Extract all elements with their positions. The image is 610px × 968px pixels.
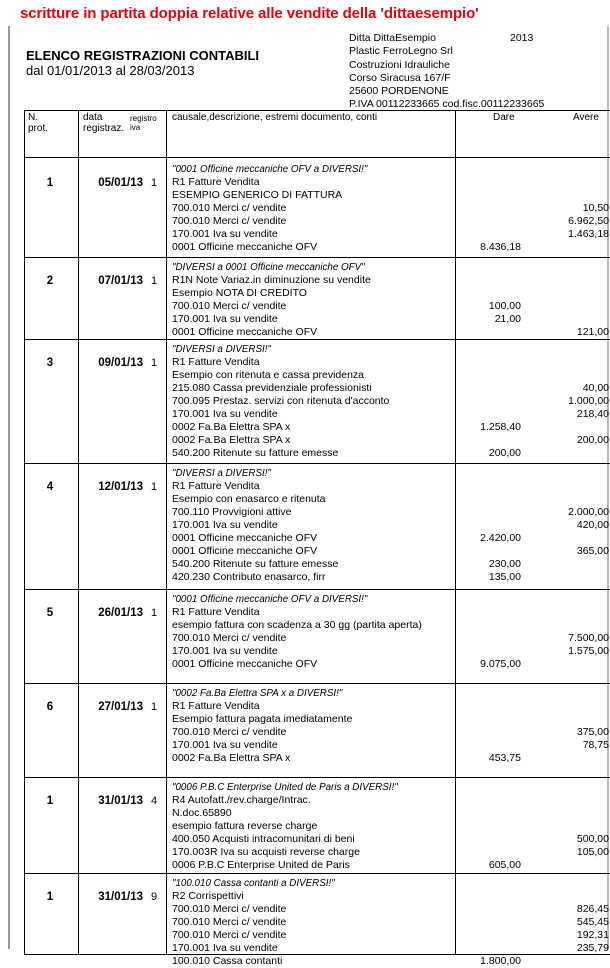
entry-number: 1 — [46, 795, 54, 807]
entry-line: 0002 Fa.Ba Elettra SPA x — [172, 434, 291, 446]
entry-line: 540.200 Ritenute su fatture emesse — [172, 558, 339, 570]
avere-amount: 826,45 — [576, 903, 609, 915]
avere-amount: 375,00 — [576, 726, 609, 738]
entry-line: 700.010 Merci c/ vendite — [172, 215, 287, 227]
entry-line: 0006 P.B.C Enterprise United de Paris — [172, 859, 350, 871]
entry-number: 1 — [46, 177, 54, 189]
header-nprot-line2: prot. — [28, 123, 49, 134]
header-nprot — [28, 112, 48, 134]
entry-number: 3 — [46, 357, 54, 369]
entry-line: ESEMPIO GENERICO DI FATTURA — [172, 189, 343, 201]
entry-line: 0002 Fa.Ba Elettra SPA x — [172, 752, 291, 764]
header-registro — [130, 114, 157, 132]
entry-line: esempio fattura con scadenza a 30 gg (partita aperta) — [172, 619, 422, 631]
entry-register: 1 — [150, 701, 158, 713]
avere-amount: 10,50 — [582, 202, 609, 214]
column-divider — [166, 111, 167, 954]
entry-divider — [25, 683, 610, 684]
entry-line: 170.001 Iva su vendite — [172, 645, 278, 657]
dare-amount: 9.075,00 — [480, 658, 521, 670]
entry-date: 05/01/13 — [98, 177, 143, 189]
entry-line: R1N Note Variaz.in diminuzione su vendite — [172, 274, 371, 286]
entry-line: 700.095 Prestaz. servizi con ritenuta d'acconto — [172, 395, 390, 407]
entry-heading: "DIVERSI a 0001 Officine meccaniche OFV" — [172, 262, 365, 273]
entry-line: 700.010 Merci c/ vendite — [172, 726, 287, 738]
avere-amount: 200,00 — [576, 434, 609, 446]
entry-number: 6 — [46, 701, 54, 713]
dare-amount: 453,75 — [488, 752, 521, 764]
entry-line: 420.230 Contributo enasarco, firr — [172, 571, 326, 583]
header-registro-line2: iva — [130, 123, 141, 132]
entry-divider — [25, 257, 610, 258]
dare-amount: 100,00 — [488, 300, 521, 312]
header-data-line1: data — [83, 112, 103, 123]
entry-line: R1 Fatture Vendita — [172, 700, 260, 712]
entry-line: R1 Fatture Vendita — [172, 356, 260, 368]
dare-amount: 230,00 — [488, 558, 521, 570]
entry-line: 700.010 Merci c/ vendite — [172, 202, 287, 214]
header-dare: Dare — [493, 112, 515, 123]
company-ditta: Ditta DittaEsempio — [349, 32, 436, 44]
dare-amount: 8.436,18 — [480, 241, 521, 253]
entry-line: 700.010 Merci c/ vendite — [172, 916, 287, 928]
entry-line: 170.001 Iva su vendite — [172, 408, 278, 420]
avere-amount: 420,00 — [576, 519, 609, 531]
entry-date: 07/01/13 — [98, 275, 143, 287]
avere-amount: 218,40 — [576, 408, 609, 420]
header-data — [83, 112, 124, 134]
entry-divider — [25, 463, 610, 464]
avere-amount: 2.000,00 — [568, 506, 609, 518]
avere-amount: 1.463,18 — [568, 228, 609, 240]
entry-line: 170.001 Iva su vendite — [172, 739, 278, 751]
entry-line: Esempio con ritenuta e cassa previdenza — [172, 369, 365, 381]
entry-line: N.doc.65890 — [172, 807, 232, 819]
entry-line: R1 Fatture Vendita — [172, 606, 260, 618]
avere-amount: 1.575,00 — [568, 645, 609, 657]
entry-line: Esempio con enasarco e ritenuta — [172, 493, 326, 505]
entry-line: 700.010 Merci c/ vendite — [172, 903, 287, 915]
dare-amount: 200,00 — [488, 447, 521, 459]
entry-date: 27/01/13 — [98, 701, 143, 713]
entry-line: 170.001 Iva su vendite — [172, 313, 278, 325]
header-registro-line1: registro — [130, 114, 157, 123]
avere-amount: 235,79 — [576, 942, 609, 954]
entry-date: 12/01/13 — [98, 481, 143, 493]
header-avere: Avere — [573, 112, 599, 123]
entry-date: 31/01/13 — [98, 891, 143, 903]
header-causale: causale,descrizione, estremi documento, conti — [172, 112, 378, 123]
entry-register: 1 — [150, 275, 158, 287]
entry-number: 5 — [46, 607, 54, 619]
entry-heading: "0001 Officine meccaniche OFV a DIVERSI!" — [172, 594, 368, 605]
entry-number: 4 — [46, 481, 54, 493]
entry-date: 26/01/13 — [98, 607, 143, 619]
header-data-line2: registraz. — [83, 123, 125, 134]
avere-amount: 365,00 — [576, 545, 609, 557]
page-banner: scritture in partita doppia relative alle vendite della 'dittaesempio' — [20, 5, 479, 22]
entry-line: 700.110 Provvigioni attive — [172, 506, 292, 518]
report-period: dal 01/01/2013 al 28/03/2013 — [26, 63, 195, 78]
entry-line: 215.080 Cassa previdenziale professionisti — [172, 382, 372, 394]
header-nprot-line1: N. — [28, 112, 38, 123]
entry-divider — [25, 777, 610, 778]
dare-amount: 1.258,40 — [480, 421, 521, 433]
entry-line: 700.010 Merci c/ vendite — [172, 929, 287, 941]
entry-line: R4 Autofatt./rev.charge/Intrac. — [172, 794, 311, 806]
company-line: Corso Siracusa 167/F — [349, 71, 451, 84]
company-line: 25600 PORDENONE — [349, 85, 449, 98]
entry-line: 170.003R Iva su acquisti reverse charge — [172, 846, 360, 858]
entry-number: 2 — [46, 275, 54, 287]
entry-line: 0001 Officine meccaniche OFV — [172, 326, 318, 338]
entry-line: 100.010 Cassa contanti — [172, 955, 283, 967]
entry-line: 700.010 Merci c/ vendite — [172, 632, 287, 644]
report-page — [8, 26, 609, 967]
entry-line: R1 Fatture Vendita — [172, 176, 260, 188]
entry-line: 0002 Fa.Ba Elettra SPA x — [172, 421, 291, 433]
entry-divider — [25, 873, 610, 874]
entry-date: 09/01/13 — [98, 357, 143, 369]
entry-heading: "DIVERSI a DIVERSI!" — [172, 344, 271, 355]
entry-line: 700.010 Merci c/ vendite — [172, 300, 287, 312]
company-info — [349, 32, 544, 112]
company-line: P.IVA 00112233665 cod.fisc.00112233665 — [349, 98, 545, 111]
entry-heading: "100.010 Cassa contanti a DIVERSI!" — [172, 878, 335, 889]
company-line: Plastic FerroLegno Srl — [349, 45, 453, 58]
entry-line: 170.001 Iva su vendite — [172, 519, 278, 531]
avere-amount: 545,45 — [576, 916, 609, 928]
column-divider — [78, 111, 79, 954]
avere-amount: 6.962,50 — [568, 215, 609, 227]
avere-amount: 40,00 — [582, 382, 609, 394]
header-divider — [25, 157, 610, 158]
avere-amount: 192,31 — [576, 929, 609, 941]
avere-amount: 105,00 — [576, 846, 609, 858]
entry-register: 9 — [150, 891, 158, 903]
ledger-table — [24, 110, 610, 967]
entry-line: Esempio fattura pagata imediatamente — [172, 713, 353, 725]
entry-register: 1 — [150, 177, 158, 189]
entry-register: 1 — [150, 481, 158, 493]
dare-amount: 21,00 — [494, 313, 521, 325]
company-line: Costruzioni Idrauliche — [349, 58, 450, 71]
entry-line: 0001 Officine meccaniche OFV — [172, 532, 318, 544]
entry-line: 170.001 Iva su vendite — [172, 228, 278, 240]
entry-line: 170.001 Iva su vendite — [172, 942, 278, 954]
entry-line: 0001 Officine meccaniche OFV — [172, 658, 318, 670]
company-year: 2013 — [510, 32, 534, 44]
entry-divider — [25, 339, 610, 340]
entry-line: 540.200 Ritenute su fatture emesse — [172, 447, 339, 459]
avere-amount: 1.000,00 — [568, 395, 609, 407]
entry-register: 4 — [150, 795, 158, 807]
entry-line: Esempio NOTA DI CREDITO — [172, 287, 307, 299]
avere-amount: 121,00 — [576, 326, 609, 338]
avere-amount: 78,75 — [582, 739, 609, 751]
entry-line: R1 Fatture Vendita — [172, 480, 260, 492]
entry-divider — [25, 589, 610, 590]
dare-amount: 605,00 — [488, 859, 521, 871]
entry-line: 0001 Officine meccaniche OFV — [172, 545, 318, 557]
dare-amount: 2.420,00 — [480, 532, 521, 544]
avere-amount: 7.500,00 — [568, 632, 609, 644]
entry-heading: "0002 Fa.Ba Elettra SPA x a DIVERSI!" — [172, 688, 343, 699]
entry-date: 31/01/13 — [98, 795, 143, 807]
entry-register: 1 — [150, 607, 158, 619]
entry-number: 1 — [46, 891, 54, 903]
entry-heading: "DIVERSI a DIVERSI!" — [172, 468, 271, 479]
report-title: ELENCO REGISTRAZIONI CONTABILI — [26, 48, 260, 63]
entry-line: R2 Corrispettivi — [172, 890, 244, 902]
dare-amount: 1.800,00 — [480, 955, 521, 967]
entry-heading: "0001 Officine meccaniche OFV a DIVERSI!" — [172, 164, 368, 175]
entry-register: 1 — [150, 357, 158, 369]
entry-line: 400.050 Acquisti intracomunitari di beni — [172, 833, 355, 845]
avere-amount: 500,00 — [576, 833, 609, 845]
entry-line: 0001 Officine meccaniche OFV — [172, 241, 318, 253]
entry-line: esempio fattura reverse charge — [172, 820, 318, 832]
entry-heading: "0006 P.B.C Enterprise United de Paris a DIVERSI!" — [172, 782, 398, 793]
dare-amount: 135,00 — [488, 571, 521, 583]
